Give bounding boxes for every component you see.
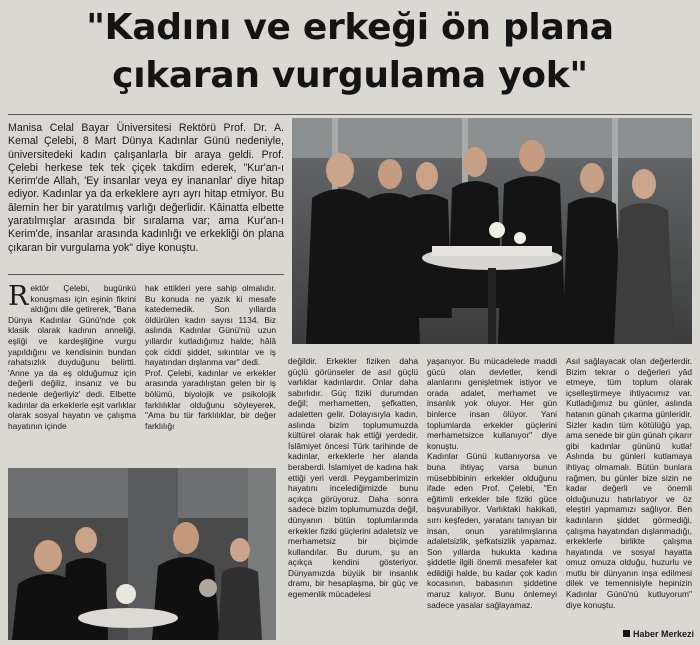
headline [8, 4, 692, 100]
headline-line-2: çıkaran vurgulama yok" [112, 55, 588, 96]
body-column-5: Asıl sağlayacak olan değerlerdir. Bizim tekrar o değerleri yâd etmeye, tüm toplum olarak içselleştirmeye ihtiyacımız var. Kutladığımız bu günler, aslında hatanın günah çıkarma günleridir. Sizler kadın tüm kötülüğü yap, ama senede bir gün günah çıkarır gibi kadınlar gününü kutla! Aslında bu günleri kutlamaya ihtiyaç olmamalı. Bütün bunlara rağmen, bu günler bize sizin ne kadar değerli ve önemli olduğunuzu hatırlatıyor ve öz eleştiri yapmamızı sağlıyor. Ben kadınların şiddet görmediği, çalışma hayatından dışlanmadığı, erkeklerle birlikte çalışma hayatında ve sosyal hayatta omuz omuza olduğu, huzurlu ve mutlu bir dünyanın inşa edilmesi dilek ve temennisiyle hepinizin Kadınlar Günü'nü kutluyorum" diye konuştu. [566, 356, 692, 610]
flower-photo-illustration [8, 468, 276, 640]
body-column-4: yaşanıyor. Bu mücadelede maddi gücü olan devletler, kendi alanlarını genişletmek istiyor ve orada adalet, merhamet ve insanlık yok oluyor. Her gün binlerce insan ölüyor. Yani toplumlarda erkekler güçlerini merhametsizce kullanıyor" diye konuştu. Kadınlar Günü kutlanıyorsa ve buna ihtiyaç varsa bunun müsebbibinin erkekler olduğunu ifade eden Prof. Çelebi, "En eğitimli erkekler bile fiziki güce başvurabiliyor. Varlıktaki hakikati, sırrı keşfeden, yaratanı tanıyan bir insan, onun yaratılmışlarına adaletsizlik, şefkatsizlik yapamaz. Son yıllarda hukukta kadına şiddetle ilgili önemli mesafeler kat edildiği halde, bu kadar çok kadın kocasının, babasının şiddetine maruz kalıyor. Bunu önlemeyi sadece yasalar sağlayamaz. [427, 356, 557, 610]
group-photo-illustration [292, 118, 692, 344]
byline-square-icon [623, 630, 630, 637]
drop-cap: R [8, 281, 29, 312]
column-1-text: ektör Çelebi, bugünkü konuşması için eşinin fikrini aldığını dile getirerek, "Bana Dünya Kadınlar Günü'nde çok klasik olarak kadının anneliği, eşliği ve kardeşliğine vurgu yapıldığını ve kendisinin bundan rahatsızlık duyduğunu belirtti. 'Anne ya da eş olduğumuz için değerli değiliz, insanız ve bu nedenle değerliyiz' dedi. Elbette kadınlar da erkeklerle eşit varlıklar olarak sosyal hayatın ve çalışma hayatının içinde [8, 283, 136, 431]
body-column-2: hak ettikleri yere sahip olmalıdır. Bu konuda ne yazık ki mesafe katedemedik. Son yıllarda öldürülen kadın sayısı 1134. Biz aslında Kadınlar Günü'nü uzun yıllardır kutladığımız halde; hâlâ çok ciddi şiddet, sıkıntılar ve iş hayatından dışlanma var" dedi. Prof. Çelebi, kadınlar ve erkekler arasında yaradılıştan gelen bir iş bölümü, biyolojik ve psikolojik farklılıklar olduğunu söyleyerek, "Ama bu tür farklılıklar, bir değer farklılığı [145, 283, 276, 431]
headline-rule [8, 114, 692, 115]
body-column-3: değildir. Erkekler fiziken daha güçlü görünseler de asıl güçlü varlıklar kadınlardır. Onlar daha sabırlıdır. Güç fiziki durumdan değil; merhametten, şefkatten, adaletten gelir. Dolayısıyla kadın, aslında bizim toplumumuzda kültürel olarak hak ettiği yerdedir. İslâmiyet öncesi Türk tarihinde de kadınlar, erkeklerle her alanda beraberdi. İslamiyet de kadına hak ettiği yeri verdi. Peygamberimizin hayatını incelediğimizde bunu açıkça görüyoruz. Daha sonra sadece bizim toplumumuzda değil, dünyanın bütün toplumlarında erkekler fiziki güçlerini adaletsiz ve merhametsiz bir biçimde kullandılar. Bu durum, şu an açıkça kendini gösteriyor. Dünyamızda büyük bir insanlık dramı, bir hesaplaşma, bir güç ve egemenlik mücadelesi [288, 356, 418, 600]
byline [623, 629, 694, 639]
flower-photo [8, 468, 276, 640]
intro-rule [8, 274, 284, 275]
body-column-1 [8, 283, 136, 431]
intro-paragraph: Manisa Celal Bayar Üniversitesi Rektörü Prof. Dr. A. Kemal Çelebi, 8 Mart Dünya Kadınlar Günü nedeniyle, üniversitedeki kadın çalışanlarla bir araya geldi. Prof. Çelebi herkese tek tek çiçek takdim ederek, "Kur'an-ı Kerim'de Allah, 'Ey insanlar veya ey inananlar' diye hitap ediyor. Kadınlar ya da erkeklere ayrı ayrı hitap etmiyor. Bu âlemin her bir yaratılmış varlığı değerlidir. Kâinatta elbette yaratılmışlar arasında bir sıralama var; ama Kur'an-ı Kerim'de, insanlar arasında kadınlığı ve erkekliği ön plana çıkaran bir vurgulama yok" diye konuştu. [8, 122, 284, 254]
group-photo [292, 118, 692, 344]
headline-line-1: "Kadını ve erkeği ön plana [86, 7, 614, 48]
byline-text: Haber Merkezi [632, 629, 694, 639]
